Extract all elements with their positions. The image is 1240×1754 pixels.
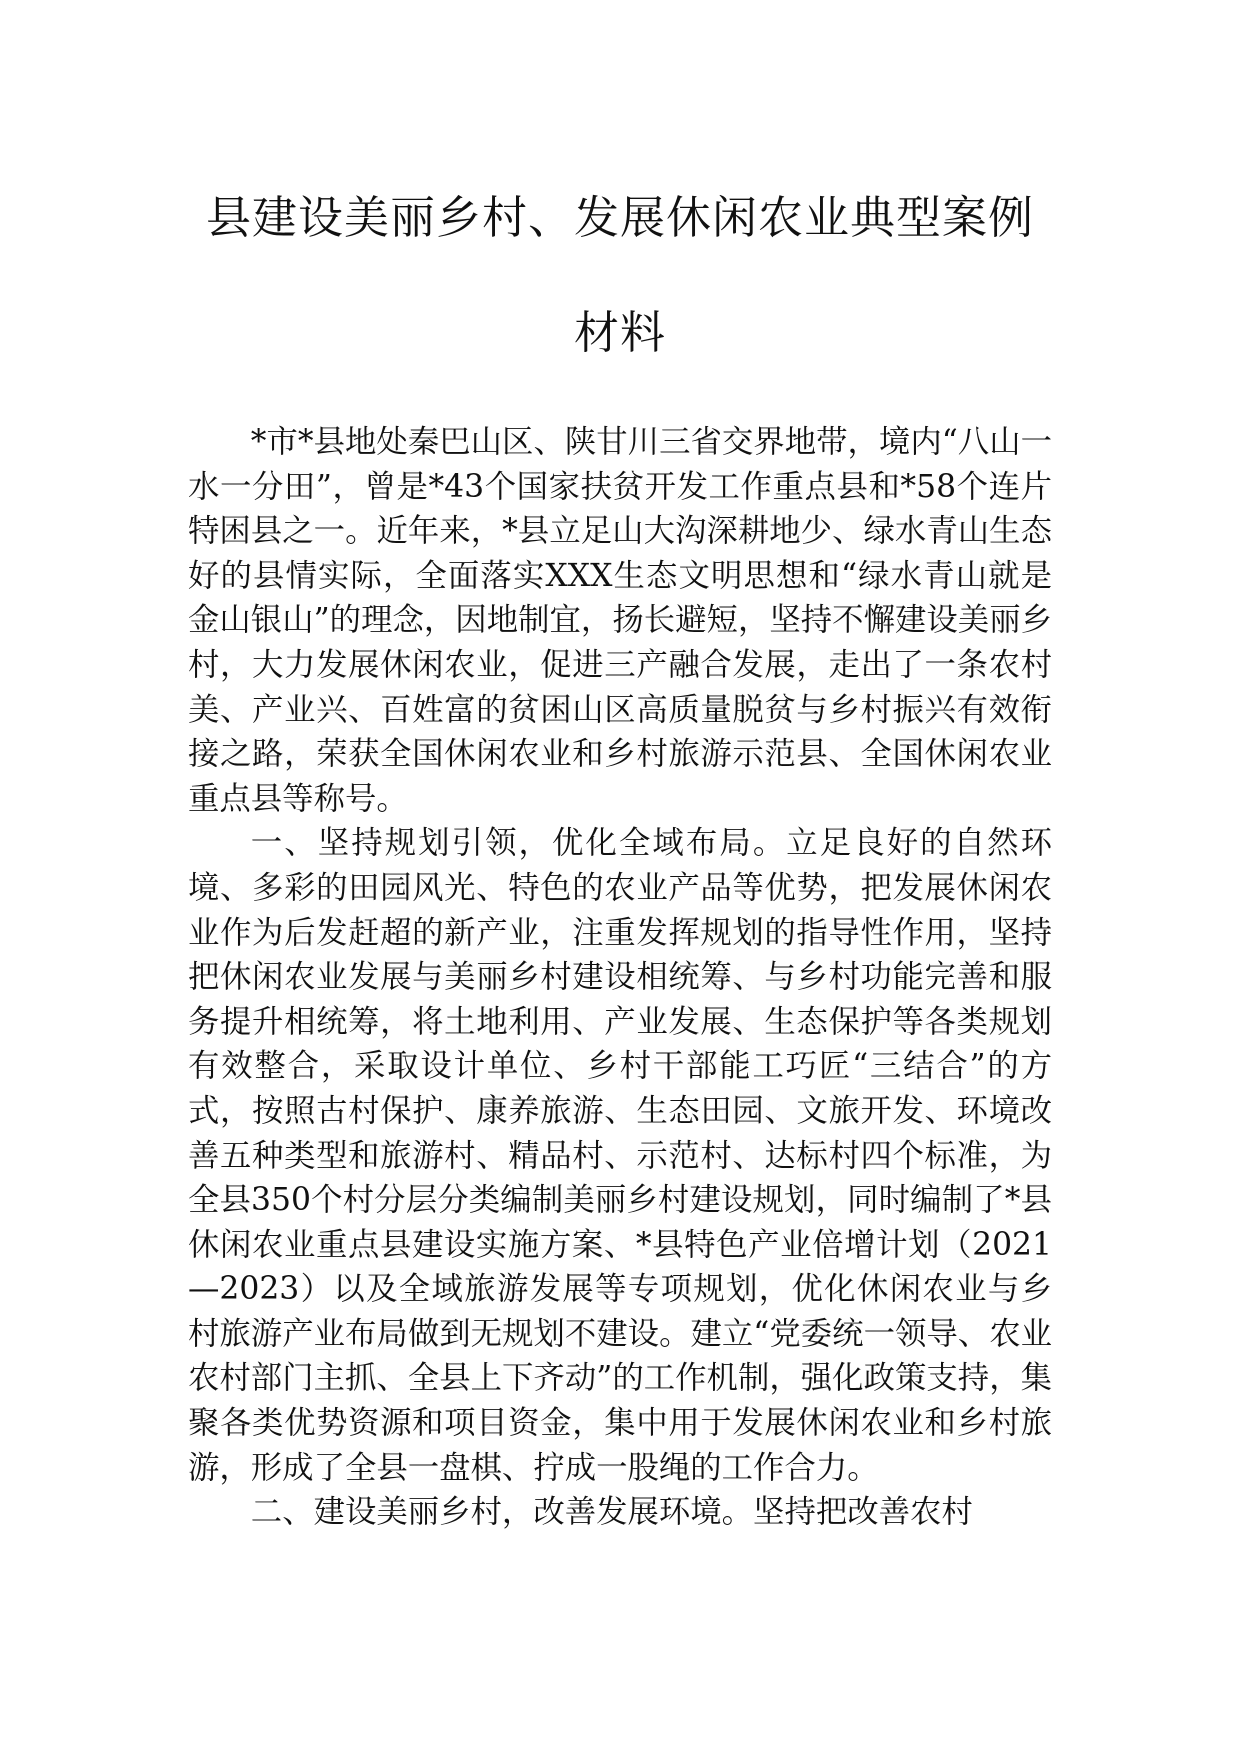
document-title-line-2: 材料 <box>573 306 666 359</box>
paragraph-section-1: 一、坚持规划引领，优化全域布局。立足良好的自然环境、多彩的田园风光、特色的农业产品等优势，把发展休闲农业作为后发赶超的新产业，注重发挥规划的指导性作用，坚持把休闲农业发展与美丽乡村建设相统筹、与乡村功能完善和服务提升相统筹，将土地利用、产业发展、生态保护等各类规划有效整合，采取设计单位、乡村干部能工巧匠“三结合”的方式，按照古村保护、康养旅游、生态田园、文旅开发、环境改善五种类型和旅游村、精品村、示范村、达标村四个标准，为全县350个村分层分类编制美丽乡村建设规划，同时编制了*县休闲农业重点县建设实施方案、*县特色产业倍增计划（2021—2023）以及全域旅游发展等专项规划，优化休闲农业与乡村旅游产业布局做到无规划不建设。建立“党委统一领导、农业农村部门主抓、全县上下齐动”的工作机制，强化政策支持，集聚各类优势资源和项目资金，集中用于发展休闲农业和乡村旅游，形成了全县一盘棋、拧成一股绳的工作合力。 <box>188 825 1052 1486</box>
paragraph-section-2: 二、建设美丽乡村，改善发展环境。坚持把改善农村 <box>250 1494 973 1531</box>
document-title-line-1: 县建设美丽乡村、发展休闲农业典型案例 <box>205 191 1034 244</box>
document-body <box>188 420 1052 1535</box>
paragraph-intro: *市*县地处秦巴山区、陕甘川三省交界地带，境内“八山一水一分田”，曾是*43个国家扶贫开发工作重点县和*58个连片特困县之一。近年来，*县立足山大沟深耕地少、绿水青山生态好的县情实际，全面落实XXX生态文明思想和“绿水青山就是金山银山”的理念，因地制宜，扬长避短，坚持不懈建设美丽乡村，大力发展休闲农业，促进三产融合发展，走出了一条农村美、产业兴、百姓富的贫困山区高质量脱贫与乡村振兴有效衔接之路，荣获全国休闲农业和乡村旅游示范县、全国休闲农业重点县等称号。 <box>188 424 1052 817</box>
